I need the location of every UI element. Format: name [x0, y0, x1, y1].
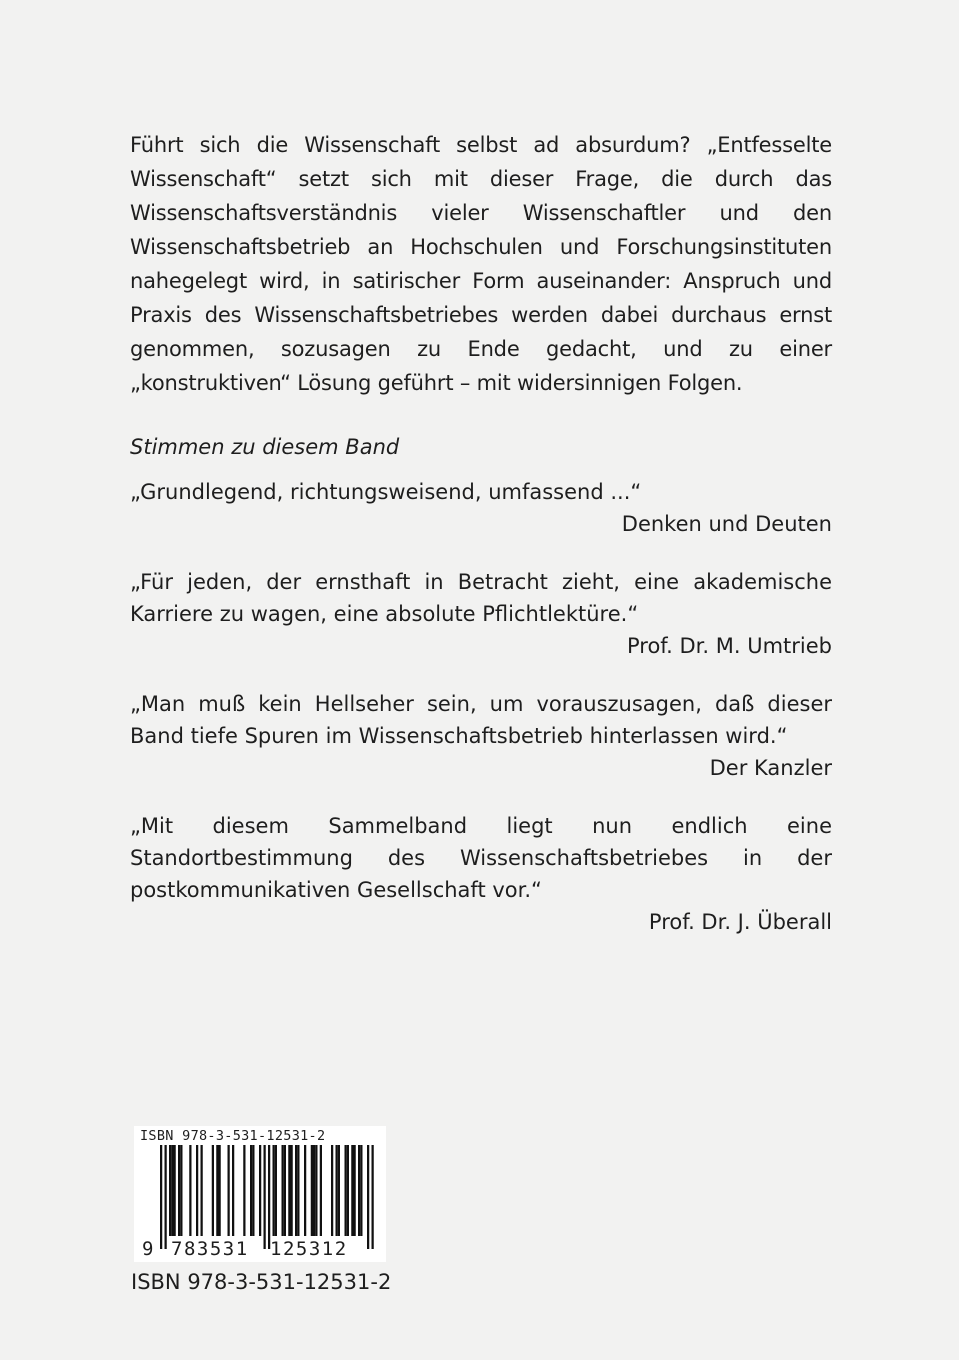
quote-text: „Für jeden, der ernsthaft in Betracht zieht, eine akademische Karriere zu wagen, eine absolute Pflichtlektüre.“: [130, 570, 832, 626]
barcode-bar: [243, 1145, 245, 1236]
barcode-bar: [212, 1145, 214, 1236]
voices-heading: Stimmen zu diesem Band: [130, 435, 400, 459]
barcode-bar: [201, 1145, 203, 1236]
barcode-bar: [338, 1145, 340, 1236]
quote-source: Prof. Dr. M. Umtrieb: [626, 634, 832, 658]
barcode-isbn-label: ISBN 978-3-531-12531-2: [140, 1128, 326, 1144]
barcode-bar: [354, 1145, 356, 1236]
barcode-bar: [252, 1145, 254, 1236]
quote-text: „Mit diesem Sammelband liegt nun endlich eine Standortbestimmung des Wissenschaftsbetriebes in der postkommunikativen Gesellschaft vor.“: [130, 814, 832, 902]
quote-3: [130, 688, 832, 784]
barcode-bar: [288, 1145, 290, 1236]
quote-2: [130, 566, 832, 662]
quote-text: „Grundlegend, richtungsweisend, umfassend ...“: [130, 480, 642, 504]
barcode-bar: [196, 1145, 198, 1236]
barcode-bar: [216, 1145, 218, 1236]
barcode-bar: [268, 1145, 270, 1249]
barcode-bar: [275, 1145, 277, 1236]
barcode-bar: [311, 1145, 313, 1236]
barcode-bar: [178, 1145, 180, 1236]
barcode-digit-first: 9: [142, 1238, 155, 1260]
barcode-bar: [304, 1145, 306, 1236]
barcode-bar: [284, 1145, 286, 1236]
blurb-paragraph: Führt sich die Wissenschaft selbst ad absurdum? „Entfesselte Wissenschaft“ setzt sich mit dieser Frage, die durch das Wissenschaftsverständnis vieler Wissenschaftler und den Wissenschaftsbetrieb an Hochschulen und Forschungsinstituten nahegelegt wird, in satirischer Form auseinander: Anspruch und Praxis des Wissenschaftsbetriebes werden dabei durchaus ernst genommen, sozusagen zu Ende gedacht, und zu einer „konstruktiven“ Lösung geführt – mit widersinnigen Folgen.: [130, 133, 832, 395]
barcode-bar: [372, 1145, 374, 1249]
quote-source: Der Kanzler: [709, 756, 832, 780]
barcode-bar: [360, 1145, 362, 1236]
barcode-bar: [347, 1145, 349, 1236]
quote-source: Prof. Dr. J. Überall: [648, 910, 832, 934]
barcode-digits-left: 783531: [171, 1238, 249, 1260]
barcode-bar: [291, 1145, 293, 1236]
barcode-bar: [160, 1145, 162, 1249]
barcode-bar: [331, 1145, 333, 1236]
barcode-bar: [297, 1145, 299, 1236]
barcode-bar: [250, 1145, 252, 1236]
barcode-bar: [345, 1145, 347, 1236]
barcode-bar: [180, 1145, 182, 1236]
barcode: [134, 1126, 386, 1262]
barcode-bar: [264, 1145, 266, 1249]
quote-4: [130, 810, 832, 938]
barcode-bar: [273, 1145, 275, 1236]
barcode-bar: [165, 1145, 167, 1249]
barcode-bar: [282, 1145, 284, 1236]
barcode-bar: [171, 1145, 173, 1236]
barcode-bar: [313, 1145, 315, 1236]
quote-source: Denken und Deuten: [621, 512, 832, 536]
barcode-bar: [232, 1145, 234, 1236]
barcode-bar: [320, 1145, 322, 1236]
barcode-bar: [259, 1145, 261, 1236]
barcode-bar: [189, 1145, 191, 1236]
back-cover-text: [130, 128, 832, 938]
quote-1: [130, 476, 832, 540]
barcode-bar: [358, 1145, 360, 1236]
barcode-bar: [174, 1145, 176, 1236]
barcode-bar: [295, 1145, 297, 1236]
barcode-bar: [367, 1145, 369, 1249]
barcode-bar: [351, 1145, 353, 1236]
barcode-bar: [336, 1145, 338, 1236]
quote-text: „Man muß kein Hellseher sein, um vorauszusagen, daß dieser Band tiefe Spuren im Wissenschaftsbetrieb hinterlassen wird.“: [130, 692, 832, 748]
barcode-bar: [169, 1145, 171, 1236]
isbn-number: ISBN 978-3-531-12531-2: [131, 1270, 392, 1294]
barcode-bar: [315, 1145, 317, 1236]
barcode-bar: [219, 1145, 221, 1236]
barcode-digits-right: 125312: [270, 1238, 348, 1260]
barcode-bar: [228, 1145, 230, 1236]
